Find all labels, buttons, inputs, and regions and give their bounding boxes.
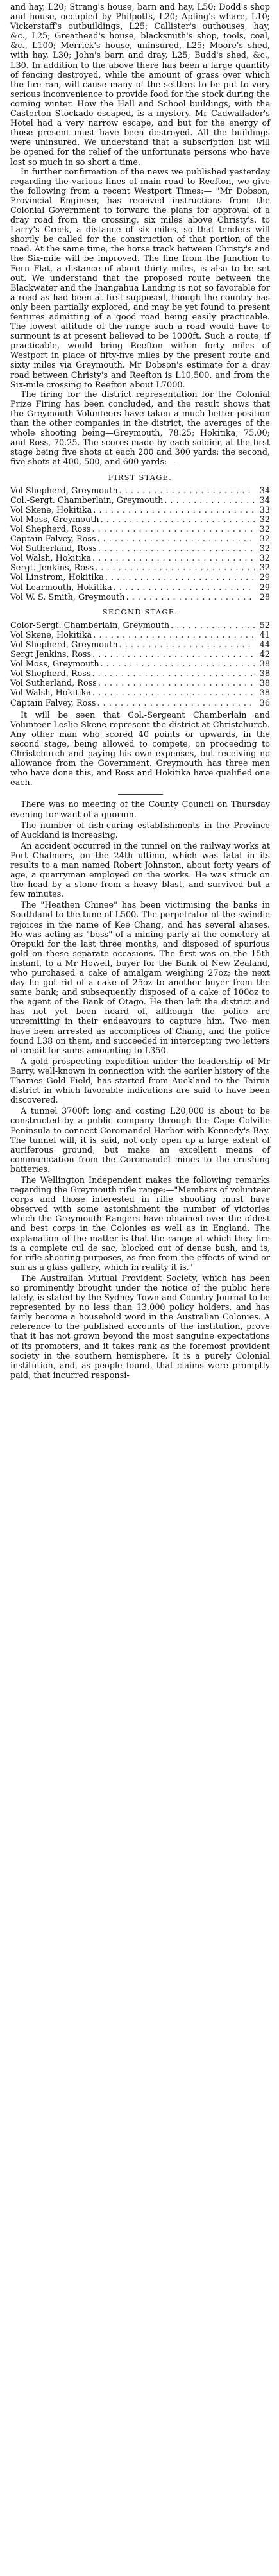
dot-leader <box>95 563 255 573</box>
competitor-name: Vol Shepherd, Greymouth <box>10 640 118 650</box>
score-points: 34 <box>259 495 270 505</box>
score-points: 32 <box>259 563 270 573</box>
competitor-name: Vol Walsh, Hokitika <box>10 688 91 699</box>
dot-leader <box>126 593 255 602</box>
score-row <box>10 688 270 698</box>
competitor-name: Vol Learmouth, Hokitika <box>10 582 112 593</box>
article-paragraph: and hay, L20; Strang's house, barn and hay, L50; Dodd's shop and house, occupied by Philpotts, L20; Apling's whare, L10; Vickerstaff's outbuildings, L25; Callister's outhouses, hay, &c., L25; Greathead's house, blacksmith's shop, tools, coal, &c., L100; Merrick's house, uninsured, L25; Moore's shed, with hay, L30; John's barn and dray, L25; Budd's shed, &c., L30. In addition to the above there has been a large quantity of fencing destroyed, while the amount of grass over which the fire ran, will cause many of the settlers to be put to very serious inconvenience to provide food for the stock during the coming winter. How the Hall and School buildings, with the Casterton Stockade escaped, is a mystery. Mr Cadwallader's Hotel had a very narrow escape, and but for the energy of those present must have been destroyed. All the buildings were uninsured. We understand that a subscription list will be opened for the relief of the unfortunate persons who have lost so much in so short a time. <box>10 3 270 167</box>
dot-leader <box>97 534 255 544</box>
score-points: 34 <box>259 486 270 496</box>
competitor-name: Vol Skene, Hokitika <box>10 630 92 640</box>
score-row <box>10 583 270 593</box>
competitor-name: Vol Walsh, Hokitika <box>10 554 91 564</box>
score-points: 32 <box>259 554 270 564</box>
competitor-name: Vol Skene, Hokitika <box>10 505 92 515</box>
dot-leader <box>164 496 255 505</box>
dot-leader <box>171 621 255 631</box>
score-points: 36 <box>259 698 270 708</box>
score-points: 42 <box>259 650 270 660</box>
article-paragraph: The "Heathen Chinee" has been victimising the banks in Southland to the tune of L500. The perpetrator of the swindle rejoices in the name of Kee Chang, and has several aliases. He was acting as "boss" of a mining party at the cemetery at Orepuki for the last three months, and disposed of spurious gold on these separate occasions. The first was on the 15th instant, to a Mr Howell, buyer for the Bank of New Zealand, who purchased a cake of amalgam weighing 27oz; the next day he got rid of a cake of 25oz to another buyer from the same bank; and subsequently disposed of a cake of 100oz to the agent of the Bank of Otago. He then left the district and has not yet been heard of, although the police are unremitting in their endeavours to capture him. Two men have been arrested as accomplices of Chang, and the police found L38 on them, and succeeded in intercepting two letters of credit for sums amounting to L350. <box>10 901 270 1056</box>
dot-leader <box>119 486 255 496</box>
dot-leader <box>98 679 255 688</box>
dot-leader <box>114 583 255 593</box>
second-stage-scores <box>10 621 270 708</box>
score-points: 32 <box>259 534 270 545</box>
score-points: 44 <box>259 640 270 650</box>
competitor-name: Vol Moss, Greymouth <box>10 514 99 525</box>
article-paragraph: The Australian Mutual Provident Society, which has been so prominently brought under the notice of the public here lately, is stated by the Sydney Town and Country Journal to be represented by no less than 13,000 policy holders, and has fairly become a household word in the Australian Colonies. A reference to the published accounts of the institution, prove that it has not grown beyond the most sanguine expectations of its promoters, and it takes rank as the foremost provident society in the southern hemisphere. It is a purely Colonial institution, and, as people found, that claims were promptly paid, that incurred responsi- <box>10 1273 270 1380</box>
dot-leader <box>119 640 255 650</box>
competitor-name: Vol W. S. Smith, Greymouth <box>10 592 125 602</box>
score-points: 38 <box>259 669 270 679</box>
score-row <box>10 593 270 602</box>
article-paragraph: In further confirmation of the news we published yesterday regarding the various lines of main road to Reefton, we give the following from a recent Westport Times:— "Mr Dobson, Provincial Engineer, has received instructions from the Colonial Government to forward the plans for approval of a dray road from the crossing, six miles above Christy's, to Larry's Creek, a distance of six miles, so that tenders will shortly be called for the construction of that portion of the road. At the same time, the horse track between Christy's and the Six-mile will be improved. The line from the Junction to Fern Flat, a distance of about thirty miles, is also to be set out. We understand that the proposed route between the Blackwater and the Inangahua Landing is not so favorable for a road as had been at first supposed, though the country has only been partially explored, and may be yet found to present features admitting of a good road being easily practicable. The lowest altitude of the range such a road would have to surmount is at present believed to be 1000ft. Such a route, if practicable, would bring Reefton within forty miles of Westport in place of fifty-five miles by the present route and sixty miles via Greymouth. Mr Dobson's estimate for a dray road between Christy's and Reefton is L10,500, and from the Six-mile crossing to Reefton about L7000. <box>10 167 270 390</box>
dot-leader <box>97 699 255 708</box>
dot-leader <box>93 631 255 640</box>
article-paragraph: The firing for the district representation for the Colonial Prize Firing has been concluded, and the result shows that the Greymouth Volunteers have taken a much better position than the other companies in the district, the averages of the whole shooting being—Greymouth, 78.25; Hokitika, 75.00; and Ross, 70.25. The scores made by each soldier, at the first stage being five shots at each 200 and 300 yards; the second, five shots at 400, 500, and 600 yards:— <box>10 389 270 468</box>
competitor-name: Vol Shepherd, Ross <box>10 524 91 534</box>
second-stage-heading: SECOND STAGE. <box>102 607 178 616</box>
score-row <box>10 679 270 688</box>
dot-leader <box>98 544 255 554</box>
score-row <box>10 659 270 669</box>
competitor-name: Captain Falvey, Ross <box>10 534 96 545</box>
score-points: 41 <box>259 630 270 640</box>
article-paragraph: It will be seen that Col.-Sergeant Chamberlain and Volunteer Leslie Skene represent the district at Christchurch. Any other man who scored 40 points or upwards, in the second stage, being allowed to compete, on proceeding to Christchurch and paying his own expenses, but receiving no allowance from the Government. Greymouth has three men who have done this, and Ross and Hokitika have qualified one each. <box>10 710 270 788</box>
dot-leader <box>92 650 255 659</box>
article-paragraph: A gold prospecting expedition under the leadership of Mr Barry, well-known in connection with the earlier history of the Thames Gold Field, has started from Auckland to the Tairua district in which favorable indications are said to have been discovered. <box>10 1056 270 1106</box>
score-row <box>10 525 270 534</box>
dot-leader <box>92 669 255 679</box>
score-points: 38 <box>259 688 270 699</box>
competitor-name: Vol Sutherland, Ross <box>10 679 97 689</box>
competitor-name: Captain Falvey, Ross <box>10 698 96 708</box>
score-row <box>10 534 270 544</box>
competitor-name: Col.-Sergt. Chamberlain, Greymouth <box>10 495 164 505</box>
score-row <box>10 496 270 505</box>
score-row <box>10 505 270 515</box>
competitor-name: Vol Shepherd, Ross <box>10 669 91 679</box>
score-row <box>10 669 270 679</box>
score-row <box>10 573 270 582</box>
score-row <box>10 486 270 496</box>
first-stage-heading: FIRST STAGE. <box>108 472 173 482</box>
score-points: 32 <box>259 544 270 554</box>
competitor-name: Sergt Jenkins, Ross <box>10 650 92 660</box>
score-row <box>10 554 270 563</box>
article-paragraph: A tunnel 3700ft long and costing L20,000 is about to be constructed by a public company through the Cape Colville Peninsula to connect Coromandel Harbor with Kennedy's Bay. The tunnel will, it is said, not only open up a large extent of auriferous ground, but make an excellent means of communication from the Coromandel mines to the crushing batteries. <box>10 1106 270 1174</box>
score-row <box>10 699 270 708</box>
score-points: 38 <box>259 659 270 670</box>
article-paragraph: The Wellington Independent makes the following remarks regarding the Greymouth rifle range:—"Members of volunteer corps and those interested in rifle shooting must have observed with some astonishment the number of victories which the Greymouth Rangers have obtained over the oldest and best corps in the Colonies as well as in England. The explanation of the matter is that the range at which they fire is a complete cul de sac, blocked out of dense bush, and is, for rifle shooting purposes, as free from the effects of wind or sun as a glass gallery, which in reality it is." <box>10 1175 271 1273</box>
dot-leader <box>93 505 255 515</box>
article-paragraph: There was no meeting of the County Council on Thursday evening for want of a quorum. <box>10 800 270 820</box>
competitor-name: Vol Moss, Greymouth <box>10 659 99 670</box>
dot-leader <box>92 688 255 698</box>
dot-leader <box>101 659 255 669</box>
competitor-name: Vol Linstrom, Hokitika <box>10 573 104 583</box>
competitor-name: Vol Shepherd, Greymouth <box>10 486 118 496</box>
dot-leader <box>92 525 255 534</box>
score-row <box>10 515 270 525</box>
score-row <box>10 650 270 659</box>
score-row <box>10 640 270 650</box>
score-row <box>10 563 270 573</box>
score-points: 52 <box>259 620 270 631</box>
dot-leader <box>92 554 255 563</box>
score-points: 28 <box>259 592 270 602</box>
score-points: 32 <box>259 524 270 534</box>
competitor-name: Color-Sergt. Chamberlain, Greymouth <box>10 620 170 631</box>
score-row <box>10 631 270 640</box>
score-points: 29 <box>259 573 270 583</box>
divider <box>118 794 163 795</box>
dot-leader <box>105 573 255 582</box>
competitor-name: Vol Sutherland, Ross <box>10 544 97 554</box>
score-row <box>10 544 270 554</box>
article-paragraph: An accident occurred in the tunnel on the railway works at Port Chalmers, on the 24th ultimo, which was fatal in its results to a man named Robert Johnston, about forty years of age, a quarryman employed on the works. He was struck on the head by a stone from a heavy blast, and survived but a few minutes. <box>10 841 270 900</box>
first-stage-scores <box>10 486 270 602</box>
competitor-name: Sergt. Jenkins, Ross <box>10 563 94 573</box>
dot-leader <box>101 515 255 525</box>
score-row <box>10 621 270 631</box>
score-points: 32 <box>259 514 270 525</box>
score-points: 29 <box>259 582 270 593</box>
score-points: 38 <box>259 679 270 689</box>
score-points: 33 <box>259 505 270 515</box>
article-paragraph: The number of fish-curing establishments in the Province of Auckland is increasing. <box>10 820 270 840</box>
